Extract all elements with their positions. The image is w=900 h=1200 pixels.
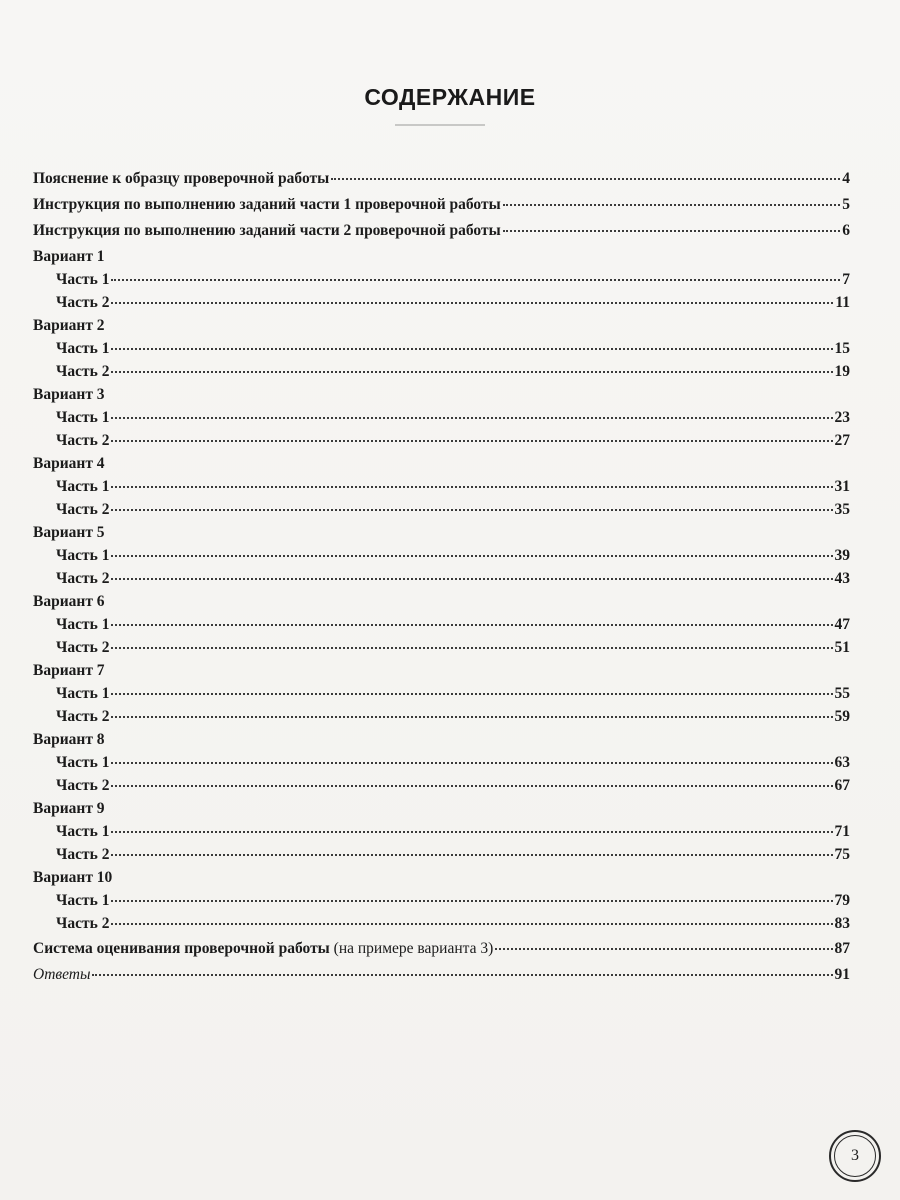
- leader-dots: [495, 948, 832, 950]
- toc-entry-page: 59: [834, 708, 850, 725]
- leader-dots: [503, 204, 841, 206]
- toc-entry-label: Часть 2: [56, 846, 110, 863]
- toc-entry-label: Пояснение к образцу проверочной работы: [33, 170, 330, 187]
- toc-entry-label: Часть 2: [56, 915, 110, 932]
- toc-entry-label: Инструкция по выполнению заданий части 1 проверочной работы: [33, 196, 501, 213]
- toc-entry-label: Часть 2: [56, 501, 110, 518]
- variant-heading[interactable]: Вариант 8: [33, 731, 105, 748]
- toc-entry-label: Часть 2: [56, 432, 110, 449]
- toc-entry-label: [33, 940, 493, 958]
- leader-dots: [111, 417, 832, 419]
- leader-dots: [111, 555, 832, 557]
- variant-heading[interactable]: Вариант 7: [33, 662, 105, 679]
- toc-entry-part[interactable]: [33, 685, 850, 708]
- toc-entry-page: 7: [842, 271, 850, 288]
- toc-entry-label: Инструкция по выполнению заданий части 2 проверочной работы: [33, 222, 501, 239]
- toc-entry-page: 35: [834, 501, 850, 518]
- toc-entry-page: 87: [834, 940, 850, 957]
- toc-entry-page: 63: [834, 754, 850, 771]
- toc-entry-page: 51: [834, 639, 850, 656]
- leader-dots: [111, 647, 832, 649]
- toc-entry-label: Часть 1: [56, 685, 110, 702]
- toc-entry-part[interactable]: [33, 432, 850, 455]
- variant-heading[interactable]: Вариант 3: [33, 386, 105, 403]
- title-underline: [395, 124, 485, 126]
- toc-entry-label: Часть 1: [56, 892, 110, 909]
- toc-entry-label: Часть 2: [56, 708, 110, 725]
- variant-heading[interactable]: Вариант 9: [33, 800, 105, 817]
- toc-entry-page: 27: [834, 432, 850, 449]
- leader-dots: [111, 785, 832, 787]
- leader-dots: [111, 762, 832, 764]
- toc-entry-part[interactable]: [33, 501, 850, 524]
- toc-entry-part[interactable]: [33, 363, 850, 386]
- toc-entry-explanation[interactable]: [33, 170, 850, 193]
- page-number: 3: [834, 1135, 876, 1177]
- toc-entry-page: 31: [834, 478, 850, 495]
- toc-entry-label: Часть 2: [56, 570, 110, 587]
- toc-entry-part[interactable]: [33, 777, 850, 800]
- variants-list: [33, 248, 850, 938]
- leader-dots: [111, 831, 832, 833]
- variant-heading[interactable]: Вариант 10: [33, 869, 113, 886]
- leader-dots: [111, 371, 832, 373]
- leader-dots: [111, 279, 840, 281]
- toc-entry-label: Часть 2: [56, 294, 110, 311]
- leader-dots: [111, 302, 833, 304]
- toc-entry-page: 39: [834, 547, 850, 564]
- leader-dots: [503, 230, 841, 232]
- toc-entry-answers[interactable]: [33, 966, 850, 989]
- table-of-contents: [33, 170, 850, 992]
- toc-entry-part[interactable]: [33, 708, 850, 731]
- toc-entry-page: 71: [834, 823, 850, 840]
- leader-dots: [111, 854, 832, 856]
- toc-entry-label: Ответы: [33, 966, 91, 983]
- assessment-label-bold: Система оценивания проверочной работы: [33, 940, 330, 957]
- assessment-label-normal: (на примере варианта 3): [329, 940, 494, 957]
- leader-dots: [111, 486, 832, 488]
- toc-entry-page: 67: [834, 777, 850, 794]
- leader-dots: [92, 974, 832, 976]
- leader-dots: [111, 440, 832, 442]
- toc-entry-page: 6: [842, 222, 850, 239]
- toc-entry-part[interactable]: [33, 570, 850, 593]
- toc-entry-label: Часть 1: [56, 754, 110, 771]
- variant-heading[interactable]: Вариант 6: [33, 593, 105, 610]
- variant-heading[interactable]: Вариант 4: [33, 455, 105, 472]
- toc-entry-part[interactable]: [33, 639, 850, 662]
- variant-heading[interactable]: Вариант 5: [33, 524, 105, 541]
- toc-entry-part[interactable]: [33, 340, 850, 363]
- toc-entry-instruction-part2[interactable]: [33, 222, 850, 245]
- leader-dots: [111, 900, 832, 902]
- toc-entry-page: 15: [834, 340, 850, 357]
- toc-entry-part[interactable]: [33, 271, 850, 294]
- toc-entry-part[interactable]: [33, 409, 850, 432]
- toc-entry-page: 5: [842, 196, 850, 213]
- toc-entry-label: Часть 1: [56, 823, 110, 840]
- toc-entry-label: Часть 1: [56, 478, 110, 495]
- page-number-badge: [829, 1130, 881, 1182]
- toc-entry-page: 91: [834, 966, 850, 983]
- toc-entry-part[interactable]: [33, 754, 850, 777]
- leader-dots: [111, 578, 832, 580]
- toc-entry-page: 75: [834, 846, 850, 863]
- toc-entry-label: Часть 1: [56, 340, 110, 357]
- toc-entry-page: 47: [834, 616, 850, 633]
- leader-dots: [331, 178, 840, 180]
- toc-entry-part[interactable]: [33, 915, 850, 938]
- toc-entry-page: 55: [834, 685, 850, 702]
- toc-entry-part[interactable]: [33, 823, 850, 846]
- toc-entry-label: Часть 2: [56, 363, 110, 380]
- toc-entry-label: Часть 2: [56, 639, 110, 656]
- toc-entry-page: 83: [834, 915, 850, 932]
- leader-dots: [111, 693, 832, 695]
- toc-entry-page: 43: [834, 570, 850, 587]
- toc-entry-label: Часть 1: [56, 547, 110, 564]
- page-title: СОДЕРЖАНИЕ: [364, 84, 536, 110]
- toc-entry-part[interactable]: [33, 294, 850, 317]
- toc-entry-part[interactable]: [33, 846, 850, 869]
- variant-heading[interactable]: Вариант 1: [33, 248, 105, 265]
- toc-entry-part[interactable]: [33, 547, 850, 570]
- toc-entry-part[interactable]: [33, 616, 850, 639]
- toc-entry-part[interactable]: [33, 892, 850, 915]
- toc-entry-page: 19: [834, 363, 850, 380]
- toc-entry-page: 79: [834, 892, 850, 909]
- variant-heading[interactable]: Вариант 2: [33, 317, 105, 334]
- toc-entry-label: Часть 1: [56, 271, 110, 288]
- toc-entry-instruction-part1[interactable]: [33, 196, 850, 219]
- toc-entry-part[interactable]: [33, 478, 850, 501]
- toc-entry-label: Часть 1: [56, 616, 110, 633]
- leader-dots: [111, 923, 832, 925]
- leader-dots: [111, 716, 832, 718]
- leader-dots: [111, 348, 832, 350]
- leader-dots: [111, 624, 832, 626]
- toc-entry-assessment[interactable]: [33, 940, 850, 963]
- toc-entry-page: 23: [834, 409, 850, 426]
- toc-entry-label: Часть 1: [56, 409, 110, 426]
- leader-dots: [111, 509, 832, 511]
- toc-entry-label: Часть 2: [56, 777, 110, 794]
- toc-entry-page: 4: [842, 170, 850, 187]
- toc-entry-page: 11: [835, 294, 850, 311]
